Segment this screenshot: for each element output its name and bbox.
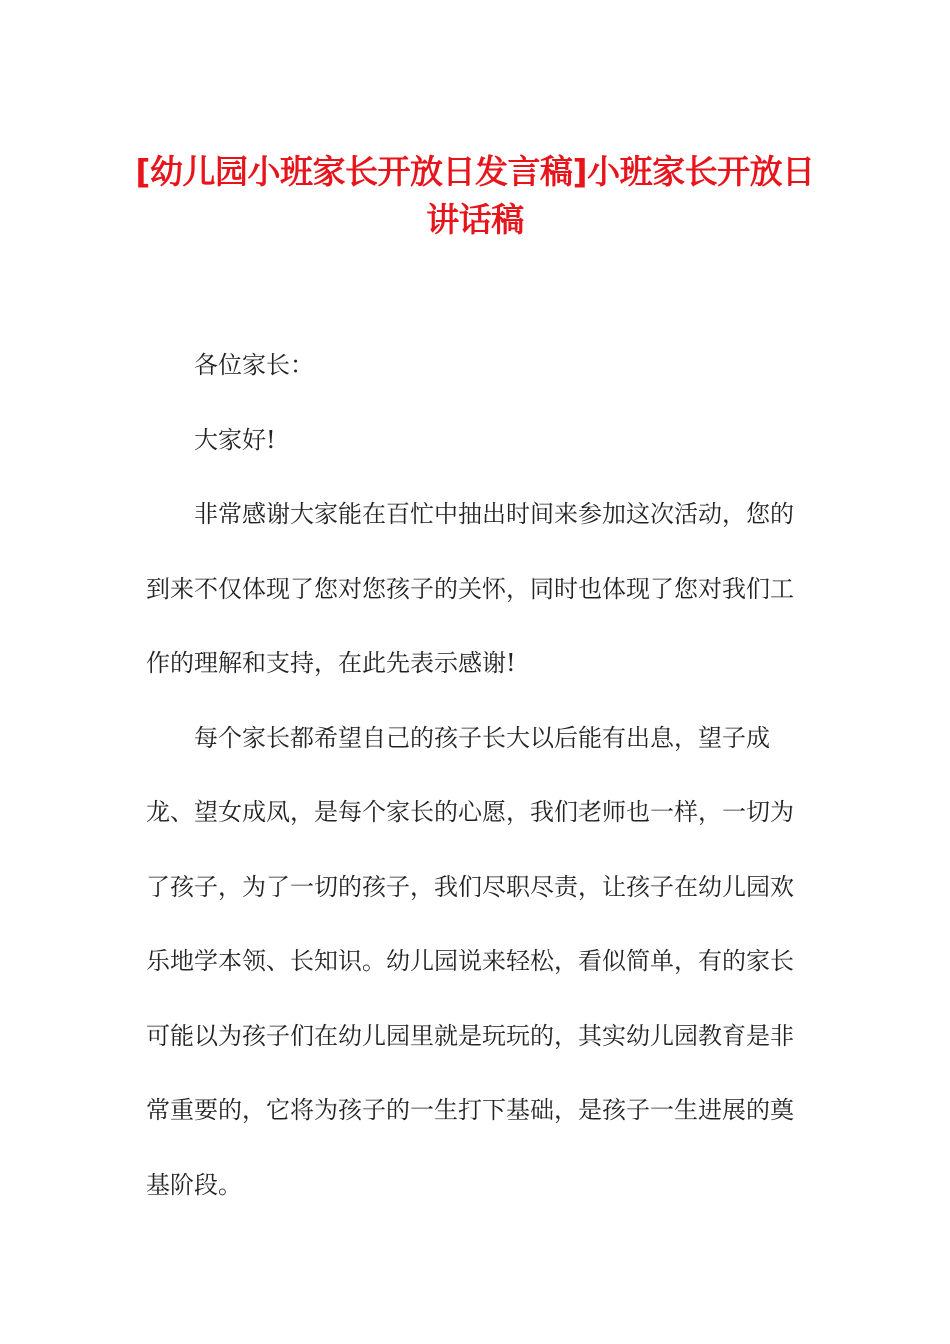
education-paragraph: 每个家长都希望自己的孩子长大以后能有出息，望子成龙、望女成凤，是每个家长的心愿，我们老师也一样，一切为了孩子，为了一切的孩子，我们尽职尽责，让孩子在幼儿园欢乐地学本领、长知识。幼儿园说来轻松，看似简单，有的家长可能以为孩子们在幼儿园里就是玩玩的，其实幼儿园教育是非常重要的，它将为孩子的一生打下基础，是孩子一生进展的奠基阶段。 xyxy=(146,723,794,1199)
salutation-paragraph: 各位家长： xyxy=(194,351,314,379)
greeting-paragraph: 大家好! xyxy=(194,425,276,454)
thanks-paragraph: 非常感谢大家能在百忙中抽出时间来参加这次活动，您的到来不仅体现了您对您孩子的关怀，同时也体现了您对我们工作的理解和支持，在此先表示感谢! xyxy=(146,500,794,677)
document-body xyxy=(146,328,806,1222)
document-title: [幼儿园小班家长开放日发言稿]小班家长开放日讲话稿 xyxy=(135,152,815,239)
